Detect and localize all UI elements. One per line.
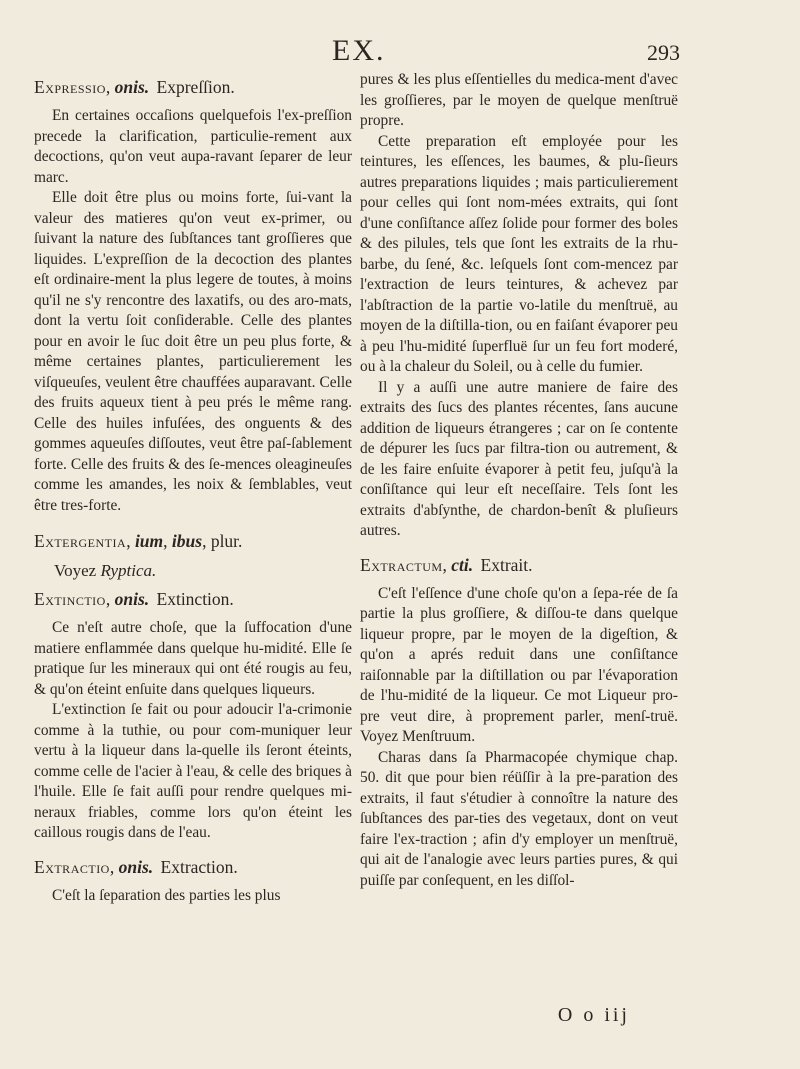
paragraph: Charas dans ſa Pharmacopée chymique chap. 50. dit que pour bien réüſſir à la pre-paration des extraits, il faut s'étudier à connoître la nature des ſubſtances des par-ties des vegetaux, dont on veut faire l'ex-traction ; afin d'y employer un menſtruë, qui ait de l'analogie avec leurs parties pures, & qui puiſſe par conſequent, en les diſſol- bbox=[360, 748, 678, 889]
entry-translation: Extinction. bbox=[156, 589, 234, 609]
paragraph: L'extinction ſe fait ou pour adoucir l'a-crimonie comme à la tuthie, ou pour com-muniquer leur vertu à la liqueur dans la-quelle ils ſeront éteints, comme celle de l'acier à l'eau, & celle des briques à l'huile. Elle ſe fait auſſi pour rendre quelques mi-neraux friables, comme lors qu'on éteint les caillous rougis dans de l'eau. bbox=[34, 701, 352, 841]
see-target: Ryptica. bbox=[100, 561, 157, 580]
entry-lemma: Extractum bbox=[360, 554, 443, 575]
entry-lemma: Extinctio bbox=[34, 589, 106, 609]
running-head-title: EX. bbox=[332, 34, 386, 67]
paragraph: Il y a auſſi une autre maniere de faire des extraits des ſucs des plantes récentes, ſans aucune addition de liqueurs étrangeres ; car on ſe contente de dépurer les ſucs par filtra-tion ou autrement, & de les faire enſuite évaporer à petit feu, juſqu'à la conſiſtance qui leur eſt neceſſaire. Tels ſont les extraits d'abſynthe, de chardon-benît & pluſieurs autres. bbox=[360, 378, 678, 539]
entry-heading-extractio: Extractio, onis. Extraction. bbox=[34, 856, 238, 877]
entry-translation: Expreſſion. bbox=[156, 77, 235, 97]
entry-genitive: onis. bbox=[118, 856, 154, 877]
paragraph: C'eſt l'eſſence d'une choſe qu'on a ſepa-rée de ſa partie la plus groſſiere, & diſſou-te dans quelque liqueur propre, par le moyen de la digeſtion, & qu'on a aprés reduit dans une conſiſtance raiſonnable par la diſtillation ou par l'évaporation de l'hu-midité de la liqueur. Ce mot Liqueur pro-pre veut dire, à proprement parler, menſ-truë. Voyez Menſtruum. bbox=[360, 584, 678, 745]
entry-dative: ibus bbox=[171, 531, 203, 551]
paragraph: En certaines occaſions quelquefois l'ex-preſſion precede la clarification, particulie-rement aux decoctions, qu'on veut aupa-ravant ſeparer de leur marc. bbox=[34, 107, 352, 186]
paragraph: Ce n'eſt autre choſe, que la ſuffocation d'une matiere enflammée dans quelque hu-midité. Elle ſe pratique ſur les mineraux qui ont été rougis au feu, & qu'on éteint enſuite dans quelques liqueurs. bbox=[34, 619, 352, 698]
paragraph: C'eſt la ſeparation des parties les plus bbox=[52, 886, 281, 904]
entry-heading-extinctio: Extinctio, onis. Extinction. bbox=[34, 589, 234, 609]
left-column bbox=[34, 70, 352, 906]
paragraph: Elle doit être plus ou moins forte, ſui-vant la valeur des matieres qu'on veut ex-primer, ou ſuivant la nature des ſubſtances tant groſſieres que liquides. L'expreſſion de la decoction des plantes eſt ordinaire-ment la plus legere de toutes, à moins qu'il ne s'y rencontre des laxatifs, ou des aro-mats, dont la vertu ſoit conſiderable. Celle des plantes pour en avoir le ſuc doit être un peu plus forte, & même certaines plantes, particulierement les viſqueuſes, veulent être chauffées auparavant. Celle des fruits aqueux tient à peu prés le même rang. Celle des huiles infuſées, des onguents & des gommes aqueuſes diſſoutes, veut être paſ-ſablement forte. Celle des fruits & des ſe-mences oleagineuſes comme les amandes, les noix & ſemblables, veut être tres-forte. bbox=[34, 189, 352, 514]
paragraph: pures & les plus eſſentielles du medica-ment d'avec les groſſieres, par le moyen de quelque menſtruë propre. bbox=[360, 71, 678, 129]
entry-genitive: cti. bbox=[451, 554, 474, 575]
entry-heading-extractum: Extractum, cti. Extrait. bbox=[360, 554, 533, 575]
entry-lemma: Expressio bbox=[34, 77, 106, 97]
entry-plural: , plur. bbox=[202, 531, 243, 551]
entry-genitive: onis. bbox=[114, 589, 150, 609]
entry-genitive: onis. bbox=[114, 77, 150, 97]
running-header bbox=[0, 34, 800, 74]
right-column bbox=[360, 70, 678, 891]
entry-lemma: Extergentia bbox=[34, 531, 127, 551]
entry-genitive: ium bbox=[134, 531, 164, 551]
paragraph: Cette preparation eſt employée pour les teintures, les eſſences, les baumes, & plu-ſieurs autres preparations liquides ; mais particulierement pour celles qui ſont nom-mées extraits, qui ſont d'une conſiſtance aſſez ſolide pour former des boles & des pilules, tels que ſont les extraits de la rhu-barbe, du ſené, &c. leſquels ſont com-mencez par l'extraction de leurs teintures, & achevez par l'abſtraction de la partie vo-latile du menſtruë, au moyen de la diſtilla-tion, ou en faiſant évaporer peu à peu l'hu-midité ſuperfluë ſur un feu fort moderé, ou à la chaleur du Soleil, ou à celle du fumier. bbox=[360, 132, 678, 375]
signature-mark: O o iij bbox=[557, 1004, 630, 1026]
entry-translation: Extrait. bbox=[480, 554, 533, 575]
entry-lemma: Extractio bbox=[34, 856, 110, 877]
entry-heading-expressio: Expressio, onis. Expreſſion. bbox=[34, 77, 235, 97]
cross-reference bbox=[54, 560, 352, 582]
entry-heading-extergentia: Extergentia, ium, ibus, plur. bbox=[34, 531, 243, 551]
see-label: Voyez bbox=[54, 561, 97, 580]
entry-translation: Extraction. bbox=[160, 856, 238, 877]
page-number: 293 bbox=[647, 40, 680, 65]
